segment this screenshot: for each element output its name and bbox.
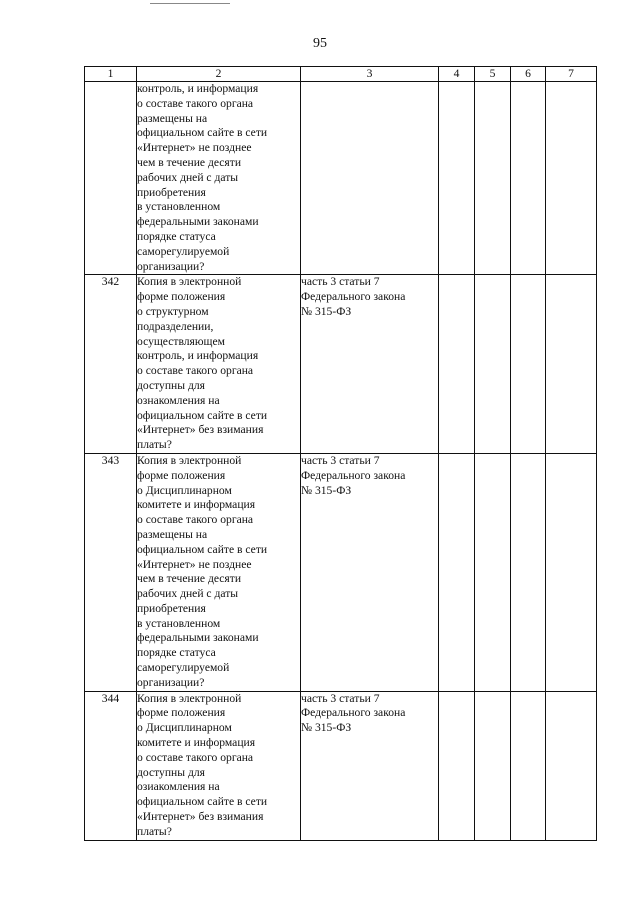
legal-basis xyxy=(301,691,439,840)
table-row xyxy=(85,453,597,691)
column-header-4: 4 xyxy=(439,67,475,82)
column-header-7: 7 xyxy=(546,67,597,82)
row-number: 342 xyxy=(85,275,137,454)
question-line: чем в течение десяти xyxy=(137,572,242,586)
basis-line: Федерального закона xyxy=(301,290,406,304)
row-number: 343 xyxy=(85,453,137,691)
question-line: контроль, и информация xyxy=(137,349,259,363)
column-header-5: 5 xyxy=(475,67,511,82)
question-line: о составе такого органа xyxy=(137,96,254,110)
row-number xyxy=(85,82,137,275)
answer-cell-5 xyxy=(475,691,511,840)
question-line: «Интернет» не позднее xyxy=(137,557,252,571)
table-row xyxy=(85,691,597,840)
requirement-question xyxy=(137,453,301,691)
legal-basis xyxy=(301,453,439,691)
answer-cell-7 xyxy=(546,275,597,454)
question-line: порядке статуса xyxy=(137,646,216,660)
question-line: саморегулируемой xyxy=(137,661,230,675)
answer-cell-6 xyxy=(511,82,546,275)
question-line: о составе такого органа xyxy=(137,750,254,764)
question-line: о Дисциплинарном xyxy=(137,721,232,735)
question-line: платы? xyxy=(137,824,172,838)
question-line: официальном сайте в сети xyxy=(137,126,268,140)
answer-cell-4 xyxy=(439,275,475,454)
question-line: комитете и информация xyxy=(137,498,256,512)
question-line: рабочих дней с даты xyxy=(137,587,239,601)
table-header-row xyxy=(85,67,597,82)
question-line: размещены на xyxy=(137,111,208,125)
column-header-6: 6 xyxy=(511,67,546,82)
table-row xyxy=(85,82,597,275)
answer-cell-5 xyxy=(475,275,511,454)
question-line: доступны для xyxy=(137,765,205,779)
answer-cell-5 xyxy=(475,82,511,275)
basis-line: № 315-ФЗ xyxy=(301,483,352,497)
question-line: о структурном xyxy=(137,304,209,318)
answer-cell-4 xyxy=(439,691,475,840)
question-line: осуществляющем xyxy=(137,334,225,348)
basis-line: часть 3 статьи 7 xyxy=(301,275,380,289)
question-line: форме положения xyxy=(137,290,226,304)
legal-basis xyxy=(301,275,439,454)
basis-line: часть 3 статьи 7 xyxy=(301,453,380,467)
question-line: Копия в электронной xyxy=(137,691,242,705)
answer-cell-7 xyxy=(546,691,597,840)
question-line: в установленном xyxy=(137,200,221,214)
answer-cell-4 xyxy=(439,453,475,691)
question-line: Копия в электронной xyxy=(137,453,242,467)
question-line: форме положения xyxy=(137,468,226,482)
basis-line: Федерального закона xyxy=(301,468,406,482)
question-line: подразделении, xyxy=(137,319,214,333)
requirement-question xyxy=(137,275,301,454)
legal-basis xyxy=(301,82,439,275)
question-line: в установленном xyxy=(137,616,221,630)
basis-line: Федерального закона xyxy=(301,706,406,720)
question-line: «Интернет» без взимания xyxy=(137,423,264,437)
requirement-question xyxy=(137,82,301,275)
question-line: приобретения xyxy=(137,601,206,615)
answer-cell-6 xyxy=(511,691,546,840)
question-line: официальном сайте в сети xyxy=(137,795,268,809)
answer-cell-6 xyxy=(511,275,546,454)
checklist-table xyxy=(84,66,597,841)
question-line: федеральными законами xyxy=(137,215,259,229)
question-line: организации? xyxy=(137,259,205,273)
answer-cell-7 xyxy=(546,82,597,275)
question-line: саморегулируемой xyxy=(137,244,230,258)
table-row xyxy=(85,275,597,454)
question-line: чем в течение десяти xyxy=(137,155,242,169)
question-line: официальном сайте в сети xyxy=(137,408,268,422)
basis-line: часть 3 статьи 7 xyxy=(301,691,380,705)
scan-mark-line xyxy=(150,3,230,4)
question-line: платы? xyxy=(137,438,172,452)
question-line: о составе такого органа xyxy=(137,364,254,378)
question-line: федеральными законами xyxy=(137,631,259,645)
answer-cell-4 xyxy=(439,82,475,275)
question-line: ознакомления на xyxy=(137,393,220,407)
page-number: 95 xyxy=(313,36,327,51)
question-line: официальном сайте в сети xyxy=(137,542,268,556)
question-line: порядке статуса xyxy=(137,229,216,243)
answer-cell-5 xyxy=(475,453,511,691)
answer-cell-6 xyxy=(511,453,546,691)
requirement-question xyxy=(137,691,301,840)
basis-line: № 315-ФЗ xyxy=(301,304,352,318)
question-line: организации? xyxy=(137,675,205,689)
answer-cell-7 xyxy=(546,453,597,691)
question-line: размещены на xyxy=(137,527,208,541)
question-line: «Интернет» без взимания xyxy=(137,810,264,824)
row-number: 344 xyxy=(85,691,137,840)
table-body xyxy=(85,82,597,841)
question-line: «Интернет» не позднее xyxy=(137,141,252,155)
question-line: комитете и информация xyxy=(137,736,256,750)
question-line: приобретения xyxy=(137,185,206,199)
question-line: о составе такого органа xyxy=(137,513,254,527)
column-header-3: 3 xyxy=(301,67,439,82)
question-line: рабочих дней с даты xyxy=(137,170,239,184)
question-line: форме положения xyxy=(137,706,226,720)
question-line: о Дисциплинарном xyxy=(137,483,232,497)
question-line: контроль, и информация xyxy=(137,82,259,95)
basis-line: № 315-ФЗ xyxy=(301,721,352,735)
question-line: озиакомления на xyxy=(137,780,220,794)
question-line: доступны для xyxy=(137,378,205,392)
question-line: Копия в электронной xyxy=(137,275,242,289)
column-header-1: 1 xyxy=(85,67,137,82)
column-header-2: 2 xyxy=(137,67,301,82)
